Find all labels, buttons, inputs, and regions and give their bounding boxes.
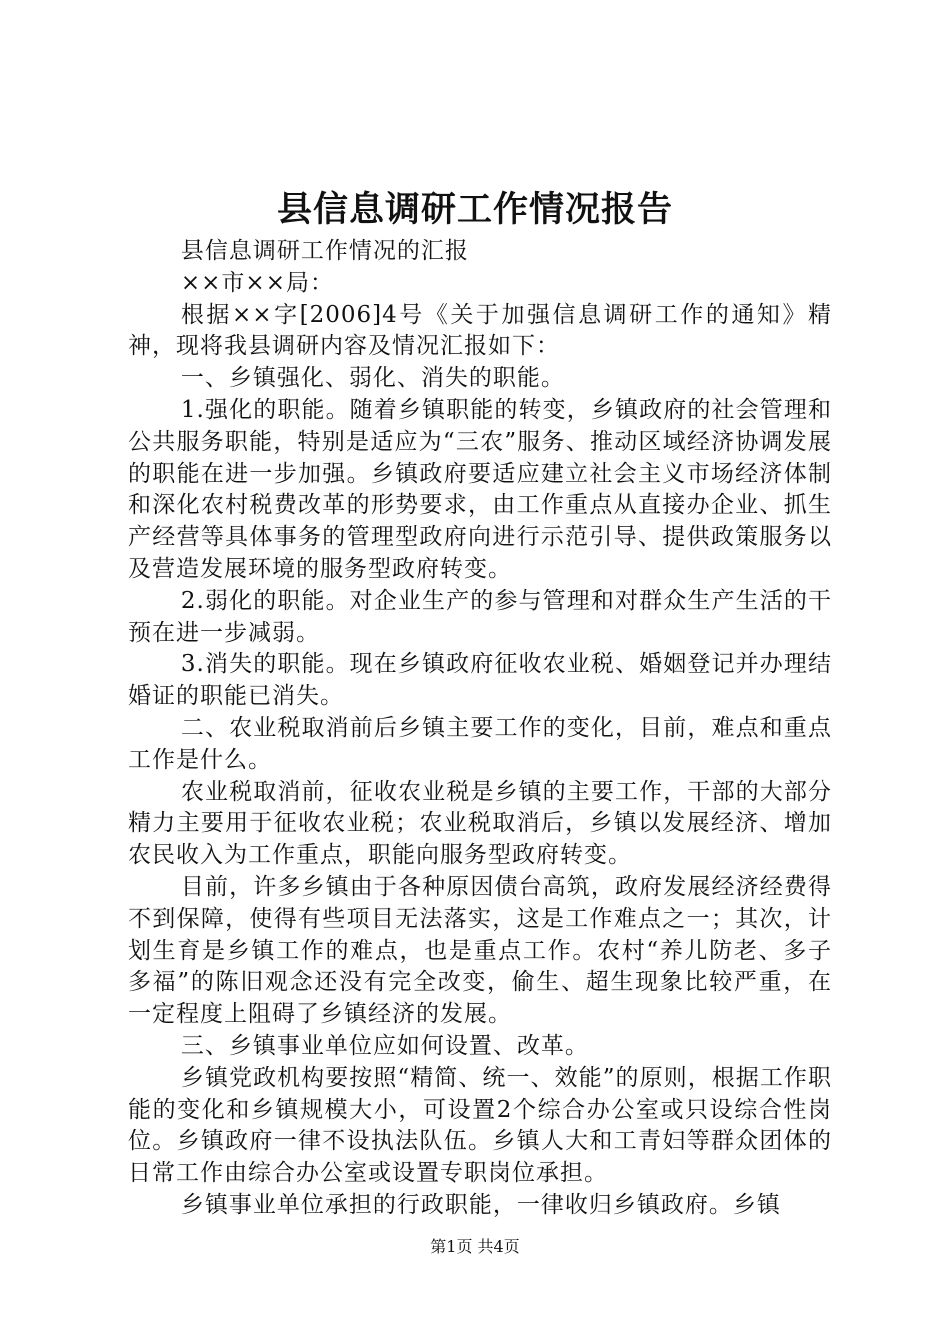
page-footer: 第1页 共4页: [430, 1237, 520, 1256]
body-paragraph: 3.消失的职能。现在乡镇政府征收农业税、婚姻登记并办理结婚证的职能已消失。: [128, 651, 832, 710]
report-subtitle: 县信息调研工作情况的汇报: [180, 238, 469, 264]
section-heading: 三、乡镇事业单位应如何设置、改革。: [180, 1032, 589, 1059]
body-paragraph: 农业税取消前，征收农业税是乡镇的主要工作，干部的大部分精力主要用于征收农业税；农业税取消后，乡镇以发展经济、增加农民收入为工作重点，职能向服务型政府转变。: [128, 778, 832, 869]
body-paragraph: 根据××字[2006]4号《关于加强信息调研工作的通知》精神，现将我县调研内容及情况汇报如下：: [128, 301, 832, 360]
body-paragraph: 乡镇事业单位承担的行政职能，一律收归乡镇政府。乡镇: [180, 1191, 781, 1218]
document-body: [128, 236, 832, 1222]
section-heading: 一、乡镇强化、弱化、消失的职能。: [180, 365, 565, 392]
recipient-line: ××市××局：: [180, 269, 334, 296]
body-paragraph: 2.弱化的职能。对企业生产的参与管理和对群众生产生活的干预在进一步减弱。: [128, 587, 832, 646]
body-paragraph: 乡镇党政机构要按照“精简、统一、效能”的原则，根据工作职能的变化和乡镇规模大小，可设置2个综合办公室或只设综合性岗位。乡镇政府一律不设执法队伍。乡镇人大和工青妇等群众团体的日常工作由综合办公室或设置专职岗位承担。: [128, 1064, 832, 1187]
body-paragraph: 目前，许多乡镇由于各种原因债台高筑，政府发展经济经费得不到保障，使得有些项目无法落实，这是工作难点之一；其次，计划生育是乡镇工作的难点，也是重点工作。农村“养儿防老、多子多福”的陈旧观念还没有完全改变，偷生、超生现象比较严重，在一定程度上阻碍了乡镇经济的发展。: [128, 873, 832, 1028]
body-paragraph: 1.强化的职能。随着乡镇职能的转变，乡镇政府的社会管理和公共服务职能，特别是适应为“三农”服务、推动区域经济协调发展的职能在进一步加强。乡镇政府要适应建立社会主义市场经济体制和深化农村税费改革的形势要求，由工作重点从直接办企业、抓生产经营等具体事务的管理型政府向进行示范引导、提供政策服务以及营造发展环境的服务型政府转变。: [128, 396, 832, 582]
section-heading: 二、农业税取消前后乡镇主要工作的变化，目前，难点和重点工作是什么。: [128, 714, 832, 773]
document-title: 县信息调研工作情况报告: [276, 189, 673, 230]
